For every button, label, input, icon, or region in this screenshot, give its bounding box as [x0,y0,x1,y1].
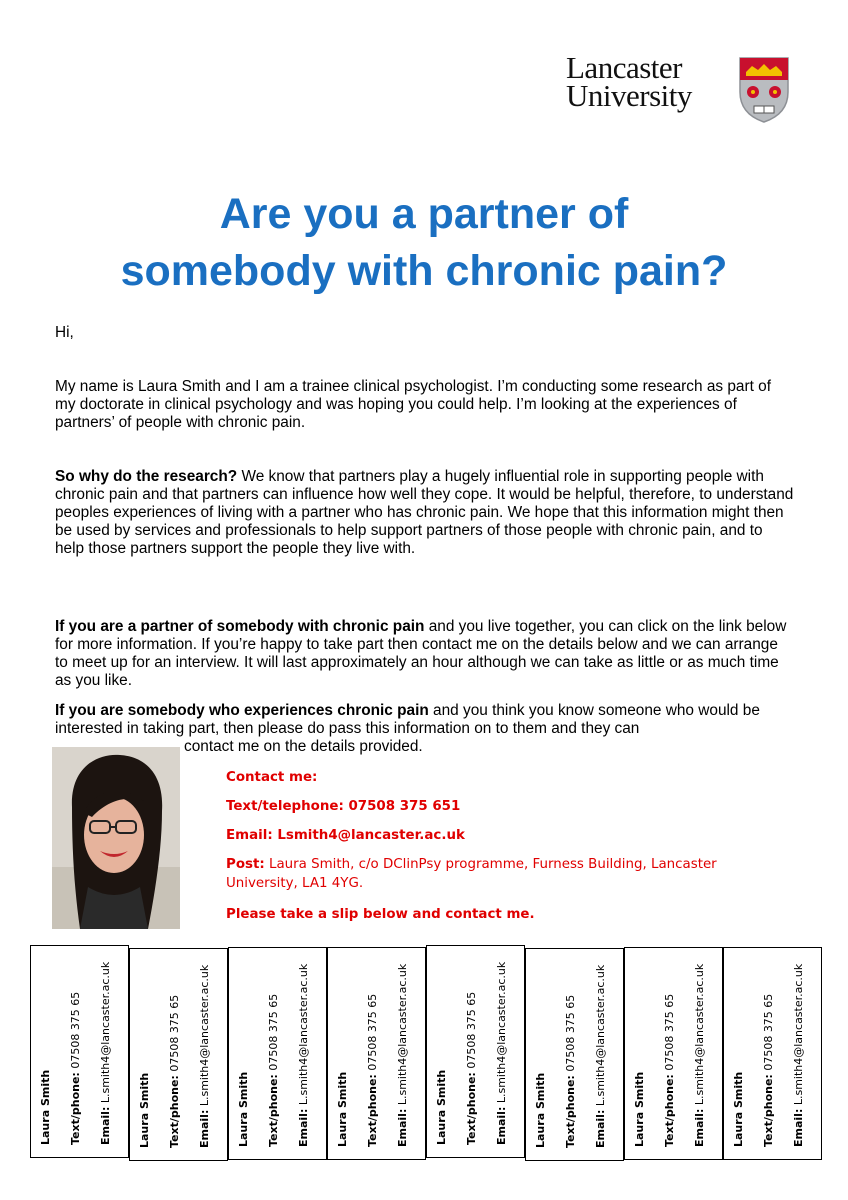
tear-off-slips [30,945,822,1158]
contact-heading: Contact me: [226,770,318,785]
contact-phone: Text/telephone: 07508 375 651 [226,799,461,814]
slip-email: Email: L.smith4@lancaster.ac.uk [198,964,211,1148]
logo-wordmark [566,50,736,113]
slip-name: Laura Smith [138,1072,151,1148]
slip-email: Email: L.smith4@lancaster.ac.uk [792,963,805,1147]
title-line-2: somebody with chronic pain? [120,247,728,295]
crest-icon [738,56,790,124]
researcher-photo [52,747,180,929]
contact-email[interactable]: Email: Lsmith4@lancaster.ac.uk [226,828,465,843]
slip-8 [723,947,822,1160]
intro-paragraph: My name is Laura Smith and I am a trainee clinical psychologist. I’m conducting some research as part of my doctorate in clinical psychology and was hoping you could help. I’m looking at the experiences of partners’ of people with chronic pain. [55,378,771,431]
slip-2 [129,948,228,1161]
slip-name: Laura Smith [435,1069,448,1145]
contact-post: Post: Laura Smith, c/o DClinPsy programme, Furness Building, Lancaster University, LA1 4YG. [226,857,717,891]
partner-lead: If you are a partner of somebody with chronic pain [55,618,425,635]
logo-line-1: Lancaster [566,50,682,85]
title-line-1: Are you a partner of [219,190,629,238]
slip-email: Email: L.smith4@lancaster.ac.uk [396,963,409,1147]
slip-1 [30,945,129,1158]
partner-paragraph [55,618,795,690]
slip-4 [327,947,426,1160]
slip-phone: Text/phone: 07508 375 65 [762,993,775,1147]
slip-name: Laura Smith [534,1072,547,1148]
logo-line-2: University [566,78,692,113]
why-text: We know that partners play a hugely influential role in supporting people with chronic pain and that partners can influence how well they cope. It would be helpful, therefore, to understand peoples experiences of living with a partner who has chronic pain. We hope that this information might then be used by services and professionals to help support partners of those people with chronic pain, and to help those partners support the people they live with. [55,468,794,557]
slip-name: Laura Smith [732,1071,745,1147]
slip-email: Email: L.smith4@lancaster.ac.uk [99,961,112,1145]
slip-phone: Text/phone: 07508 375 65 [366,993,379,1147]
slip-phone: Text/phone: 07508 375 65 [267,993,280,1147]
partner-text: and you live together, you can click on the link below for more information. If you’re happy to take part then contact me on the details below and we can arrange to meet up for an interview. It will last approximately an hour although we can take as little or as much time as you like. [55,618,787,689]
experiencer-text: and you think you know someone who would be interested in taking part, then please do pass this information on to them and they can [55,702,760,737]
why-lead: So why do the research? [55,468,238,485]
slip-phone: Text/phone: 07508 375 65 [168,994,181,1148]
slip-name: Laura Smith [633,1071,646,1147]
slip-name: Laura Smith [39,1069,52,1145]
why-paragraph [55,468,795,558]
slip-phone: Text/phone: 07508 375 65 [663,993,676,1147]
experiencer-paragraph [55,702,795,738]
contact-cta: Please take a slip below and contact me. [226,907,535,922]
slip-phone: Text/phone: 07508 375 65 [564,994,577,1148]
university-logo [566,50,796,126]
slip-7 [624,947,723,1160]
slip-name: Laura Smith [336,1071,349,1147]
greeting: Hi, [55,324,74,341]
slip-email: Email: L.smith4@lancaster.ac.uk [297,963,310,1147]
slip-5 [426,945,525,1158]
slip-phone: Text/phone: 07508 375 65 [465,991,478,1145]
page-title [0,186,848,300]
slip-6 [525,948,624,1161]
slip-email: Email: L.smith4@lancaster.ac.uk [594,964,607,1148]
slip-name: Laura Smith [237,1071,250,1147]
slip-3 [228,947,327,1160]
slip-phone: Text/phone: 07508 375 65 [69,991,82,1145]
slip-email: Email: L.smith4@lancaster.ac.uk [693,963,706,1147]
experiencer-lead: If you are somebody who experiences chronic pain [55,702,429,719]
slip-email: Email: L.smith4@lancaster.ac.uk [495,961,508,1145]
experiencer-paragraph-end: contact me on the details provided. [184,738,423,755]
